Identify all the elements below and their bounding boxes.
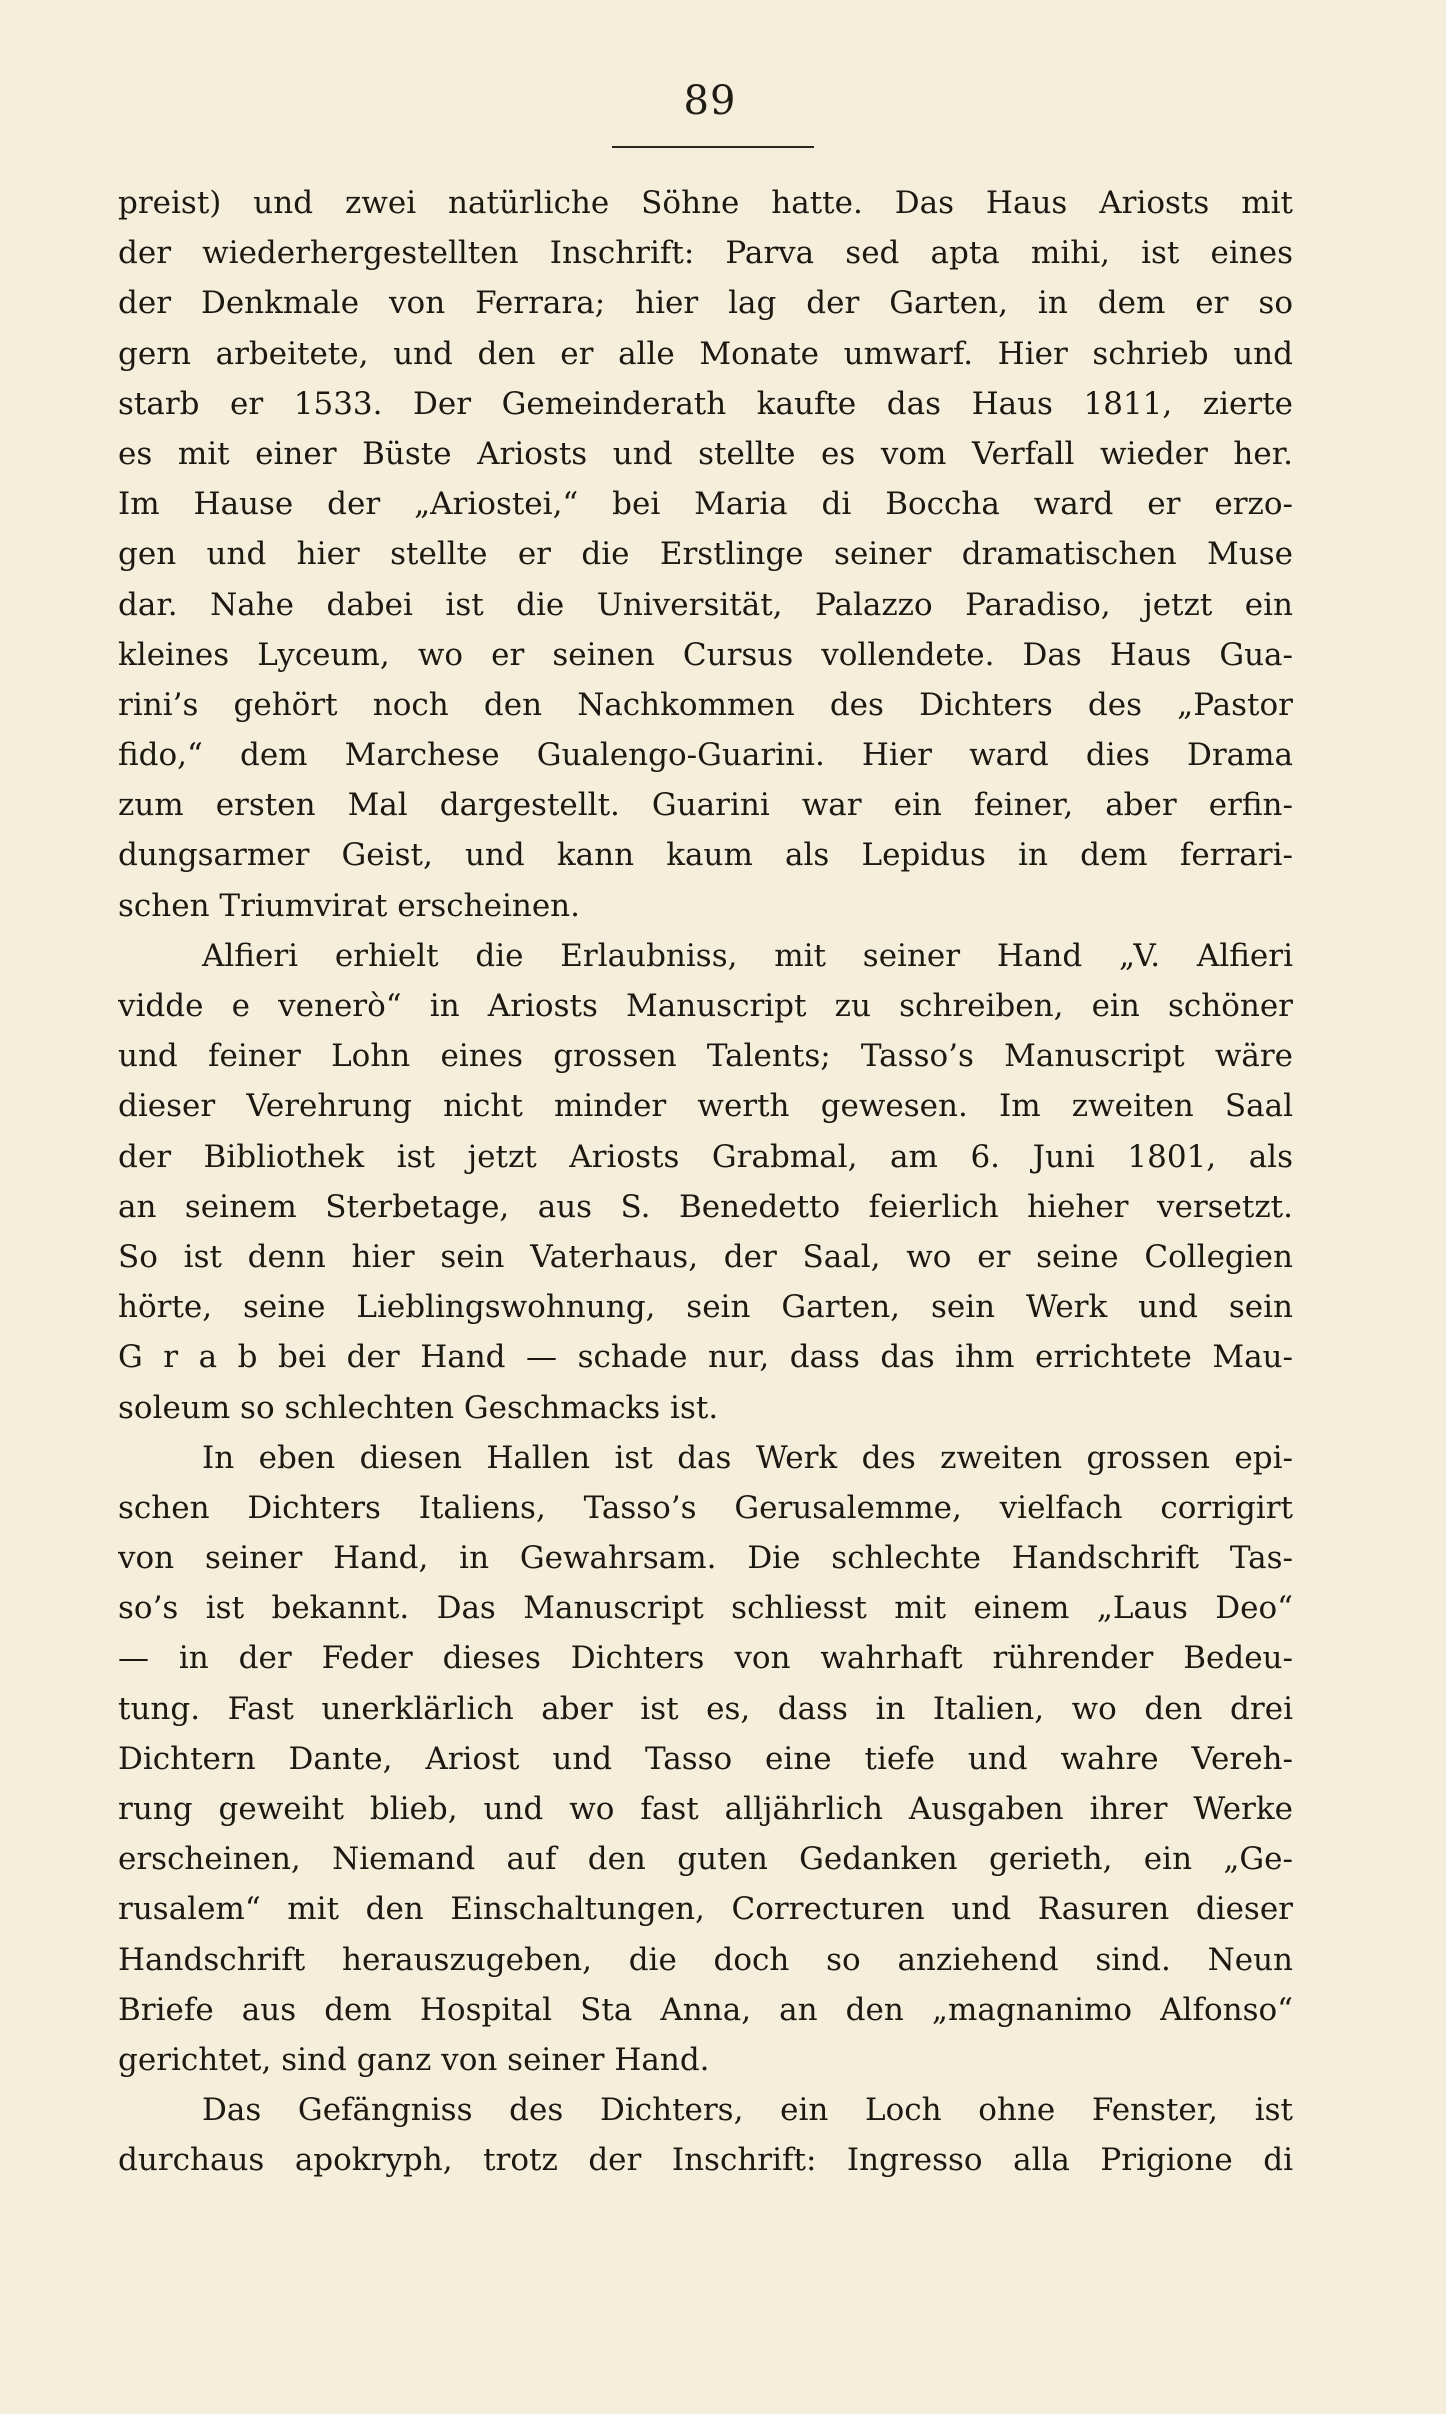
text-line: erscheinen, Niemand auf den guten Gedanken gerieth, ein „Ge- [118,1841,1293,1878]
text-line: dar. Nahe dabei ist die Universität, Palazzo Paradiso, jetzt ein [118,586,1293,623]
text-line: schen Dichters Italiens, Tasso’s Gerusalemme, vielfach corrigirt [118,1489,1293,1526]
text-line: an seinem Sterbetage, aus S. Benedetto feierlich hieher versetzt. [118,1188,1293,1225]
text-line: und feiner Lohn eines grossen Talents; Tasso’s Manuscript wäre [118,1038,1293,1075]
text-line: Briefe aus dem Hospital Sta Anna, an den „magnanimo Alfonso“ [118,1991,1293,2028]
text-line: so’s ist bekannt. Das Manuscript schliesst mit einem „Laus Deo“ [118,1590,1293,1627]
text-line: vidde e venerò“ in Ariosts Manuscript zu schreiben, ein schöner [118,988,1293,1024]
text-line: durchaus apokryph, trotz der Inschrift: Ingresso alla Prigione di [118,2142,1293,2179]
text-line: In eben diesen Hallen ist das Werk des zweiten grossen epi- [202,1439,1293,1476]
text-line: fido,“ dem Marchese Gualengo-Guarini. Hier ward dies Drama [118,737,1293,774]
text-line: preist) und zwei natürliche Söhne hatte. Das Haus Ariosts mit [118,185,1293,221]
text-line: dungsarmer Geist, und kann kaum als Lepidus in dem ferrari- [118,837,1293,874]
text-line: gerichtet, sind ganz von seiner Hand. [118,2041,710,2078]
text-line: der wiederhergestellten Inschrift: Parva sed apta mihi, ist eines [118,235,1293,272]
text-line: zum ersten Mal dargestellt. Guarini war ein feiner, aber erfin- [118,787,1293,824]
text-line: starb er 1533. Der Gemeinderath kaufte das Haus 1811, zierte [118,385,1293,422]
header-rule [612,146,814,148]
text-line: der Denkmale von Ferrara; hier lag der Garten, in dem er so [118,285,1293,322]
text-line: Im Hause der „Ariostei,“ bei Maria di Boccha ward er erzo- [118,486,1293,523]
text-line: dieser Verehrung nicht minder werth gewesen. Im zweiten Saal [118,1088,1293,1125]
text-line: soleum so schlechten Geschmacks ist. [118,1389,719,1426]
text-line: Alfieri erhielt die Erlaubniss, mit seiner Hand „V. Alfieri [202,937,1293,974]
text-line: hörte, seine Lieblingswohnung, sein Garten, sein Werk und sein [118,1289,1293,1326]
text-line: gern arbeitete, und den er alle Monate umwarf. Hier schrieb und [118,335,1293,372]
text-line: G r a b bei der Hand — schade nur, dass das ihm errichtete Mau- [118,1339,1293,1376]
text-line: rusalem“ mit den Einschaltungen, Correcturen und Rasuren dieser [118,1891,1293,1928]
text-line: gen und hier stellte er die Erstlinge seiner dramatischen Muse [118,536,1293,573]
text-line: kleines Lyceum, wo er seinen Cursus vollendete. Das Haus Gua- [118,636,1293,673]
page-number: 89 [683,78,737,124]
text-line: der Bibliothek ist jetzt Ariosts Grabmal, am 6. Juni 1801, als [118,1138,1293,1175]
text-line: Dichtern Dante, Ariost und Tasso eine tiefe und wahre Vereh- [118,1740,1293,1777]
text-line: Handschrift herauszugeben, die doch so anziehend sind. Neun [118,1941,1293,1978]
text-line: schen Triumvirat erscheinen. [118,887,581,924]
text-line: es mit einer Büste Ariosts und stellte es vom Verfall wieder her. [118,435,1293,472]
text-line: So ist denn hier sein Vaterhaus, der Saal, wo er seine Collegien [118,1238,1293,1275]
body-text [118,178,1293,2186]
text-line: tung. Fast unerklärlich aber ist es, dass in Italien, wo den drei [118,1690,1293,1727]
text-line: rung geweiht blieb, und wo fast alljährlich Ausgaben ihrer Werke [118,1791,1293,1827]
text-line: — in der Feder dieses Dichters von wahrhaft rührender Bedeu- [118,1640,1293,1677]
text-line: von seiner Hand, in Gewahrsam. Die schlechte Handschrift Tas- [118,1540,1293,1577]
text-line: Das Gefängniss des Dichters, ein Loch ohne Fenster, ist [202,2092,1293,2129]
text-line: rini’s gehört noch den Nachkommen des Dichters des „Pastor [118,686,1293,723]
